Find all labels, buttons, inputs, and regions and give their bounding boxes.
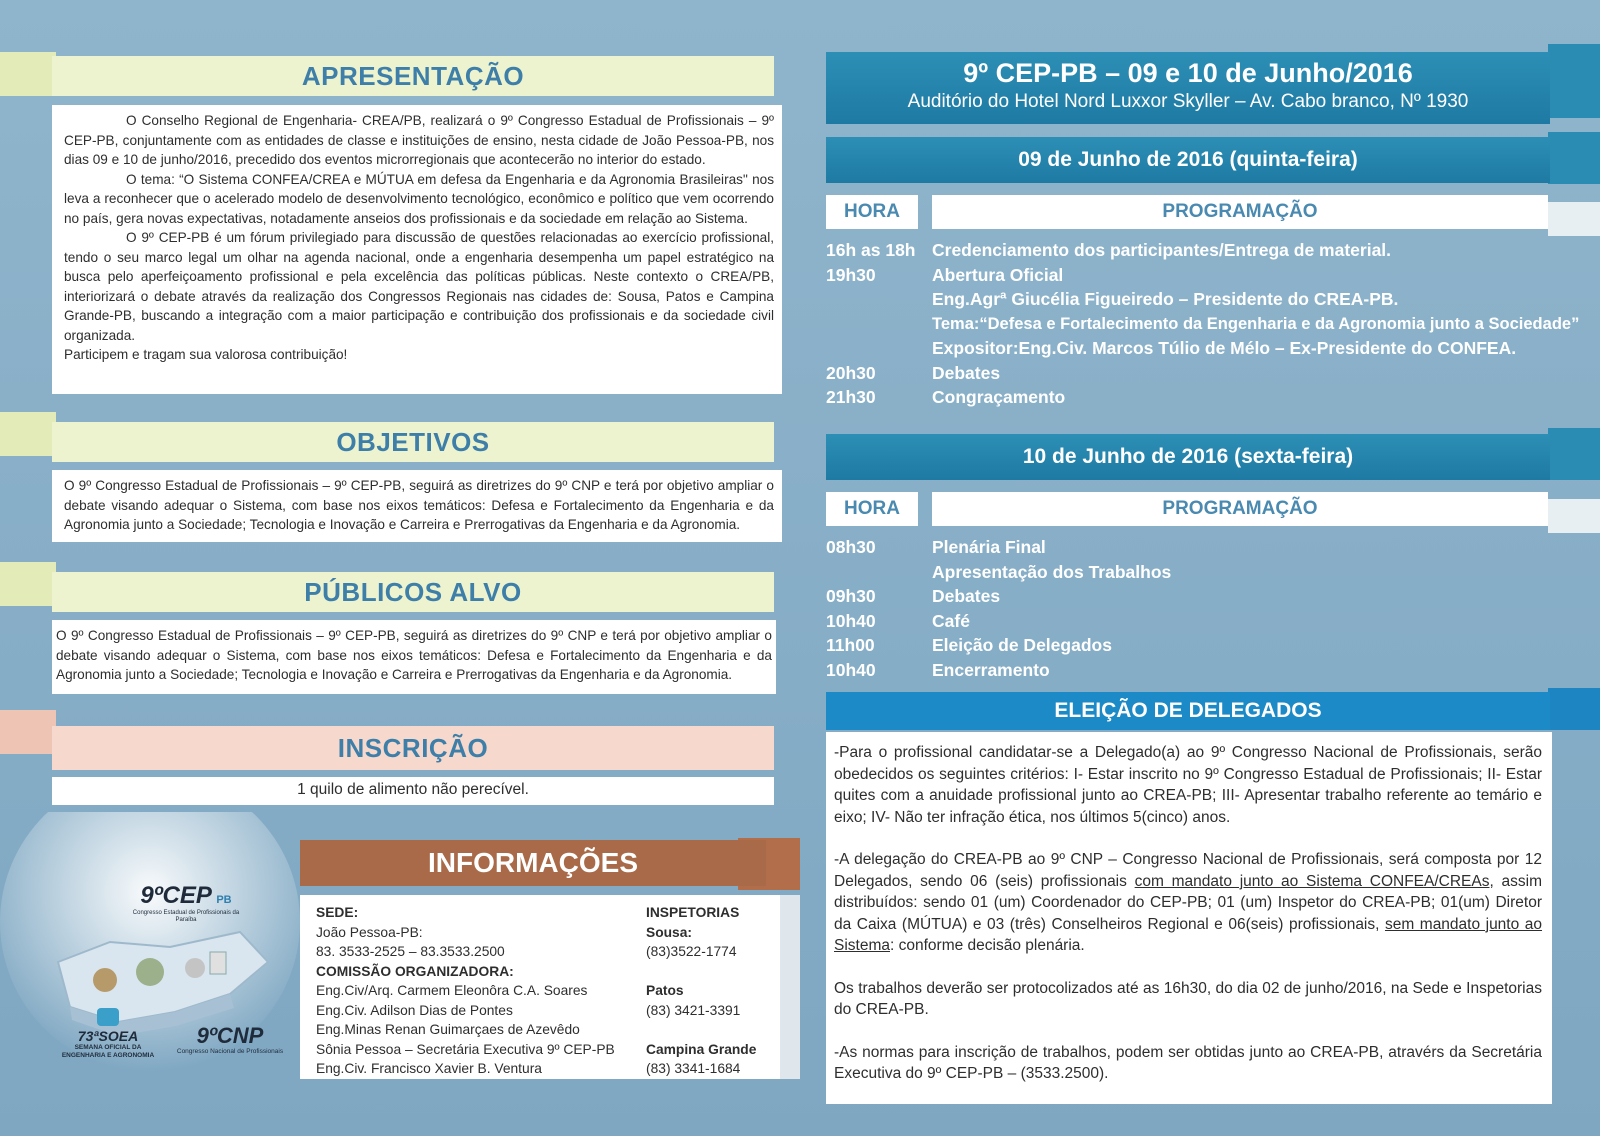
- campina-grande-label: Campina Grande: [646, 1041, 757, 1057]
- comissao-member: Eng.Civ. Francisco Xavier B. Ventura: [316, 1061, 542, 1076]
- schedule-time: 10h40: [826, 610, 876, 631]
- schedule-time: [826, 560, 932, 585]
- inscricao-panel: [52, 777, 774, 805]
- eleicao-ribbon-tail: [1548, 688, 1600, 730]
- schedule-row: [826, 312, 1586, 337]
- patos-phone: (83) 3421-3391: [646, 1002, 741, 1018]
- apresentacao-title: APRESENTAÇÃO: [52, 56, 774, 96]
- day1-programacao-header: PROGRAMAÇÃO: [932, 195, 1548, 229]
- logo-area: [0, 812, 300, 1136]
- objetivos-panel: [52, 470, 782, 542]
- eleicao-panel: [826, 732, 1552, 1104]
- schedule-row: [826, 287, 1586, 312]
- sede-city: João Pessoa-PB:: [316, 924, 423, 940]
- schedule-row: [826, 658, 1586, 683]
- soea-logo-subtitle: SEMANA OFICIAL DA ENGENHARIA E AGRONOMIA: [61, 1044, 155, 1059]
- informacoes-title: INFORMAÇÕES: [300, 840, 766, 886]
- schedule-row: [826, 535, 1586, 560]
- day2-programacao-header: PROGRAMAÇÃO: [932, 492, 1548, 526]
- schedule-item: Tema:“Defesa e Fortalecimento da Engenharia e da Agronomia junto a Sociedade”: [932, 314, 1580, 333]
- publicos-ribbon-tail: [0, 562, 56, 606]
- campina-grande-phone: (83) 3341-1684: [646, 1061, 741, 1076]
- schedule-time: 10h40: [826, 659, 876, 680]
- schedule-item: Credenciamento dos participantes/Entrega de material.: [932, 240, 1392, 260]
- schedule-row: [826, 633, 1586, 658]
- apresentacao-ribbon-tail: [0, 52, 56, 96]
- comissao-member: Eng.Civ. Adilson Dias de Pontes: [316, 1002, 513, 1018]
- schedule-item: Eleição de Delegados: [932, 635, 1112, 655]
- schedule-item: Abertura Oficial: [932, 264, 1064, 285]
- inspetorias-label: INSPETORIAS: [646, 905, 740, 920]
- schedule-item: Debates: [932, 362, 1001, 383]
- sede-phone: 83. 3533-2525 – 83.3533.2500: [316, 944, 505, 959]
- eleicao-paragraph-3: Os trabalhos deverão ser protocolizados até as 16h30, do dia 02 de junho/2016, na Sede e Inspetorias do CREA-PB.: [834, 979, 1542, 1018]
- informacoes-panel: [300, 895, 780, 1079]
- eleicao-paragraph-1: -Para o profissional candidatar-se a Delegado(a) ao 9º Congresso Nacional de Profissionais, serão obedecidos os seguintes critérios: I- Estar inscrito no 9º Congresso Estadual de Profissionais; II- Estar quites com a anuidade profissional junto ao CREA-PB; III- Apresentar trabalho referente ao temário e eixo; IV- Não ter infração ética, nos últimos 5(cinco) anos.: [834, 744, 1542, 826]
- apresentacao-paragraph-2: O tema: “O Sistema CONFEA/CREA e MÚTUA em defesa da Engenharia e da Agronomia Brasileiras" nos leva a reconhecer que o acelerado modelo de desenvolvimento tecnológico, econômico e político que vem ocorrendo no país, gera novas expectativas, notadamente anseios dos profissionais e da sociedade em relação ao Sistema.: [64, 171, 774, 226]
- day1-schedule: [826, 238, 1586, 410]
- objetivos-title: OBJETIVOS: [52, 422, 774, 462]
- schedule-time: [826, 336, 932, 361]
- schedule-item: Congraçamento: [932, 387, 1066, 407]
- cnp-logo-main: 9ºCNP: [196, 1023, 264, 1048]
- schedule-row: [826, 560, 1586, 585]
- schedule-row: [826, 385, 1586, 410]
- schedule-time: 21h30: [826, 387, 876, 407]
- day1-hora-header: HORA: [826, 195, 918, 229]
- header-subtitle: Auditório do Hotel Nord Luxxor Skyller – Av. Cabo branco, Nº 1930: [907, 91, 1469, 112]
- patos-label: Patos: [646, 983, 684, 998]
- comissao-member: Sônia Pessoa – Secretária Executiva 9º CEP-PB: [316, 1041, 615, 1057]
- schedule-time: [826, 287, 932, 312]
- day1-ribbon-tail: [1548, 132, 1600, 184]
- day2-ribbon-tail: [1548, 428, 1600, 480]
- objetivos-ribbon-tail: [0, 412, 56, 456]
- inscricao-text: 1 quilo de alimento não perecível.: [297, 781, 529, 798]
- schedule-item: Expositor:Eng.Civ. Marcos Túlio de Mélo – Ex-Presidente do CONFEA.: [932, 338, 1517, 358]
- schedule-item: Plenária Final: [932, 537, 1046, 557]
- sousa-phone: (83)3522-1774: [646, 944, 737, 959]
- apresentacao-paragraph-4: Participem e tragam sua valorosa contribuição!: [64, 347, 348, 362]
- cep-logo-pb: PB: [216, 894, 232, 906]
- schedule-time: 11h00: [826, 635, 875, 655]
- schedule-time: 08h30: [826, 537, 876, 557]
- schedule-time: [826, 312, 932, 337]
- map-illustration: [0, 812, 300, 1136]
- publicos-title: PÚBLICOS ALVO: [52, 572, 774, 612]
- cep-logo-main: 9ºCEP: [140, 882, 212, 909]
- day2-schedule: [826, 535, 1586, 682]
- comissao-member: Eng.Minas Renan Guimarçaes de Azevêdo: [316, 1022, 580, 1037]
- inscricao-ribbon-tail: [0, 710, 56, 754]
- comissao-member: Eng.Civ/Arq. Carmem Eleonôra C.A. Soares: [316, 983, 588, 998]
- apresentacao-panel: [52, 105, 782, 394]
- soea-logo-main: 73ªSOEA: [77, 1028, 139, 1044]
- schedule-row: [826, 336, 1586, 361]
- day2-hora-header: HORA: [826, 492, 918, 526]
- sede-label: SEDE:: [316, 905, 359, 920]
- eleicao-paragraph-2: -A delegação do CREA-PB ao 9º CNP – Congresso Nacional de Profissionais, será composta por 12 Delegados, sendo 06 (seis) profissionais com mandato junto ao Sistema CONFEA/CREAs, assim distribuídos: sendo 01 (um) Coordenador do CEP-PB; 01 (um) Inspetor do CREA-PB; 01(um) Diretor da Caixa (MÚTUA) e 03 (três) Conselheiros Regional e 06(seis) profissionais, sem mandato junto ao Sistema: conforme decisão plenária.: [834, 851, 1543, 954]
- schedule-time: 20h30: [826, 362, 876, 383]
- inscricao-title: INSCRIÇÃO: [52, 726, 774, 770]
- schedule-row: [826, 263, 1586, 288]
- schedule-time: 16h as 18h: [826, 240, 916, 260]
- soea-logo-icon: [97, 1008, 119, 1026]
- cnp-logo-subtitle: Congresso Nacional de Profissionais: [176, 1048, 284, 1055]
- header-title: 9º CEP-PB – 09 e 10 de Junho/2016: [963, 58, 1413, 88]
- objetivos-text: O 9º Congresso Estadual de Profissionais – 9º CEP-PB, seguirá as diretrizes do 9º CNP e terá por objetivo ampliar o debate visando adequar o Sistema, com base nos eixos temáticos: Defesa e Fortalecimento da Engenharia e da Agronomia junto a Sociedade; Tecnologia e Inovação e Carreira e Prerrogativas da Engenharia e da Agronomia.: [64, 478, 774, 532]
- day1-header-tail: [1548, 202, 1600, 236]
- publicos-panel: [52, 620, 776, 694]
- schedule-time: 19h30: [826, 264, 876, 285]
- sousa-label: Sousa:: [646, 924, 692, 940]
- schedule-item: Café: [932, 610, 970, 631]
- informacoes-side-strip: [780, 895, 800, 1079]
- schedule-row: [826, 238, 1586, 263]
- eleicao-title: ELEIÇÃO DE DELEGADOS: [826, 692, 1550, 730]
- apresentacao-paragraph-1: O Conselho Regional de Engenharia- CREA/PB, realizará o 9º Congresso Estadual de Profissionais – 9º CEP-PB, conjuntamente com as entidades de classe e instituições de ensino, nesta cidade de João Pessoa-PB, nos dias 09 e 10 de junho/2016, precedido dos eventos microrregionais que acontecerão no interior do estado.: [64, 113, 774, 167]
- day1-title: 09 de Junho de 2016 (quinta-feira): [826, 137, 1550, 183]
- header-ribbon-tail: [1548, 44, 1600, 118]
- schedule-row: [826, 609, 1586, 634]
- apresentacao-paragraph-3: O 9º CEP-PB é um fórum privilegiado para discussão de questões relacionadas ao exercício profissional, tendo o seu marco legal um olhar na agenda nacional, onde a engenharia desempenha um papel estratégico na busca pelo aperfeiçoamento profissional e pela excelência das políticas públicas. Neste contexto o CREA/PB, interiorizará o debate através da realização dos Congressos Regionais nas cidades de: Sousa, Patos e Campina Grande-PB, buscando a integração com a maior participação e contribuição dos profissionais e da sociedade civil organizada.: [64, 230, 774, 343]
- schedule-time: 09h30: [826, 586, 876, 606]
- publicos-text: O 9º Congresso Estadual de Profissionais – 9º CEP-PB, seguirá as diretrizes do 9º CNP e terá por objetivo ampliar o debate visando adequar o Sistema, com base nos eixos temáticos: Defesa e Fortalecimento da Engenharia e da Agronomia junto a Sociedade; Tecnologia e Inovação e Carreira e Prerrogativas da Engenharia e da Agronomia.: [56, 628, 772, 682]
- schedule-item: Eng.Agrª Giucélia Figueiredo – Presidente do CREA-PB.: [932, 289, 1399, 309]
- schedule-row: [826, 584, 1586, 609]
- schedule-row: [826, 361, 1586, 386]
- schedule-item: Encerramento: [932, 659, 1050, 680]
- header-banner: [826, 52, 1550, 124]
- schedule-item: Apresentação dos Trabalhos: [932, 561, 1172, 582]
- eleicao-paragraph-4: -As normas para inscrição de trabalhos, podem ser obtidas junto ao CREA-PB, atravérs da Secretária Executiva do 9º CEP-PB – (3533.2500).: [834, 1043, 1542, 1082]
- comissao-label: COMISSÃO ORGANIZADORA:: [316, 963, 514, 979]
- day2-title: 10 de Junho de 2016 (sexta-feira): [826, 434, 1550, 480]
- day2-header-tail: [1548, 499, 1600, 533]
- schedule-item: Debates: [932, 586, 1001, 606]
- cep-logo-subtitle: Congresso Estadual de Profissionais da Paraíba: [132, 910, 240, 923]
